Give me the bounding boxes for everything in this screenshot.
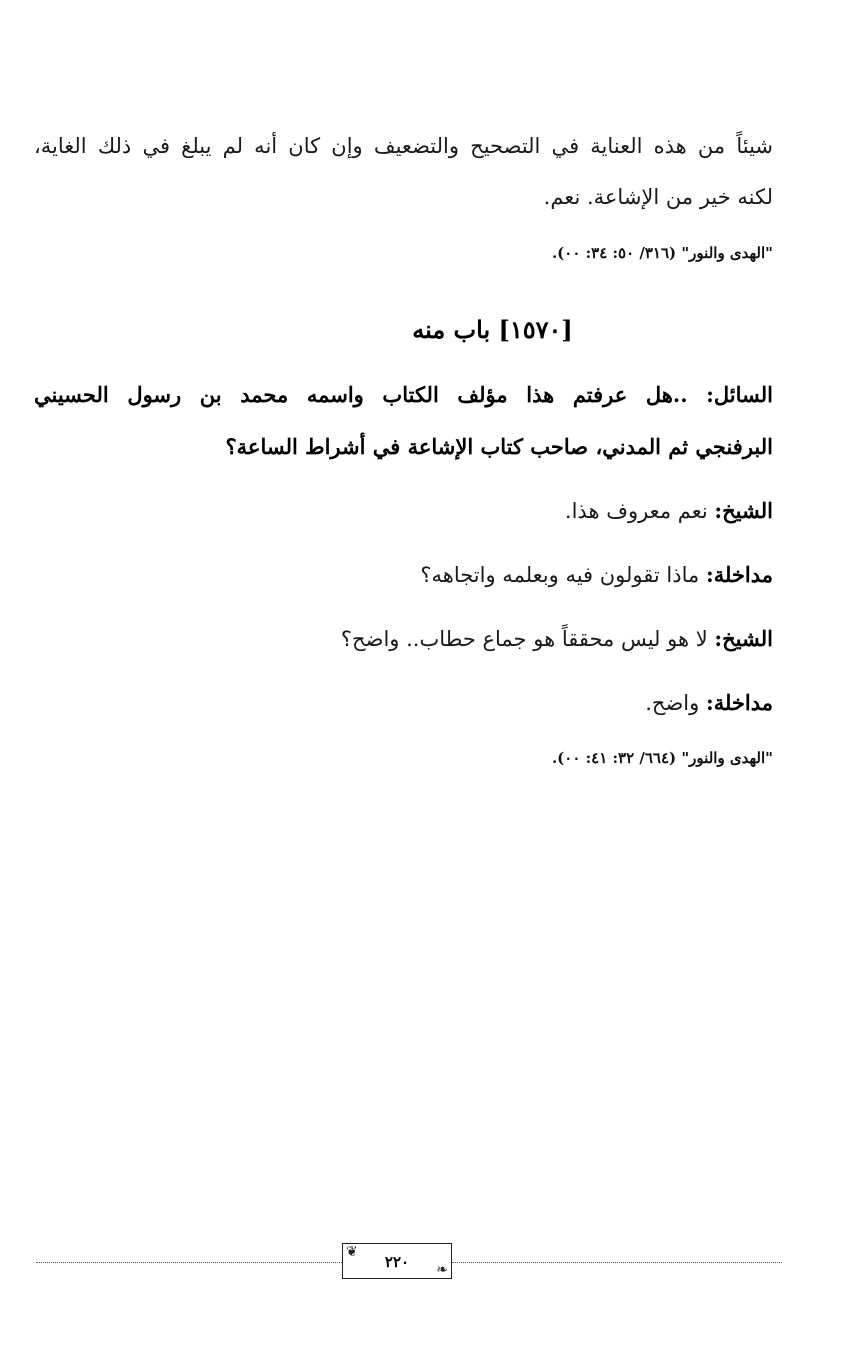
speaker-label: مداخلة: bbox=[705, 562, 773, 587]
dialogue-text: نعم معروف هذا. bbox=[564, 499, 715, 523]
footer-rule-left bbox=[36, 1262, 342, 1263]
question-line-1: السائل: ..هل عرفتم هذا مؤلف الكتاب واسمه محمد بن رسول الحسيني bbox=[34, 382, 773, 407]
page-number-box bbox=[342, 1243, 452, 1279]
speaker-label: الشيخ: bbox=[714, 626, 773, 651]
page-number: ٢٢٠ bbox=[384, 1253, 410, 1271]
source-reference-2: "الهدى والنور" (٦٦٤/ ٣٢: ٤١: ٠٠). bbox=[551, 749, 773, 767]
speaker-label: الشيخ: bbox=[714, 498, 773, 523]
ornament-icon: ❦ bbox=[346, 1244, 358, 1260]
section-heading: [١٥٧٠] باب منه bbox=[412, 315, 573, 344]
dialogue-line bbox=[420, 564, 773, 586]
ornament-icon: ❧ bbox=[436, 1262, 448, 1278]
footer-rule-right bbox=[452, 1262, 782, 1263]
source-reference-1: "الهدى والنور" (٣١٦/ ٥٠: ٣٤: ٠٠). bbox=[551, 244, 773, 262]
paragraph-line-1: شيئاً من هذه العناية في التصحيح والتضعيف وإن كان أنه لم يبلغ في ذلك الغاية، bbox=[34, 134, 773, 158]
dialogue-line bbox=[645, 692, 773, 714]
dialogue-line bbox=[565, 500, 773, 522]
dialogue-text: واضح. bbox=[645, 691, 706, 715]
dialogue-line bbox=[341, 628, 773, 650]
speaker-label: مداخلة: bbox=[705, 690, 773, 715]
paragraph-line-2: لكنه خير من الإشاعة. نعم. bbox=[543, 185, 773, 209]
question-line-2: البرفنجي ثم المدني، صاحب كتاب الإشاعة في أشراط الساعة؟ bbox=[225, 434, 773, 459]
dialogue-text: لا هو ليس محققاً هو جماع حطاب.. واضح؟ bbox=[340, 627, 715, 651]
dialogue-text: ماذا تقولون فيه وبعلمه واتجاهه؟ bbox=[420, 563, 706, 587]
